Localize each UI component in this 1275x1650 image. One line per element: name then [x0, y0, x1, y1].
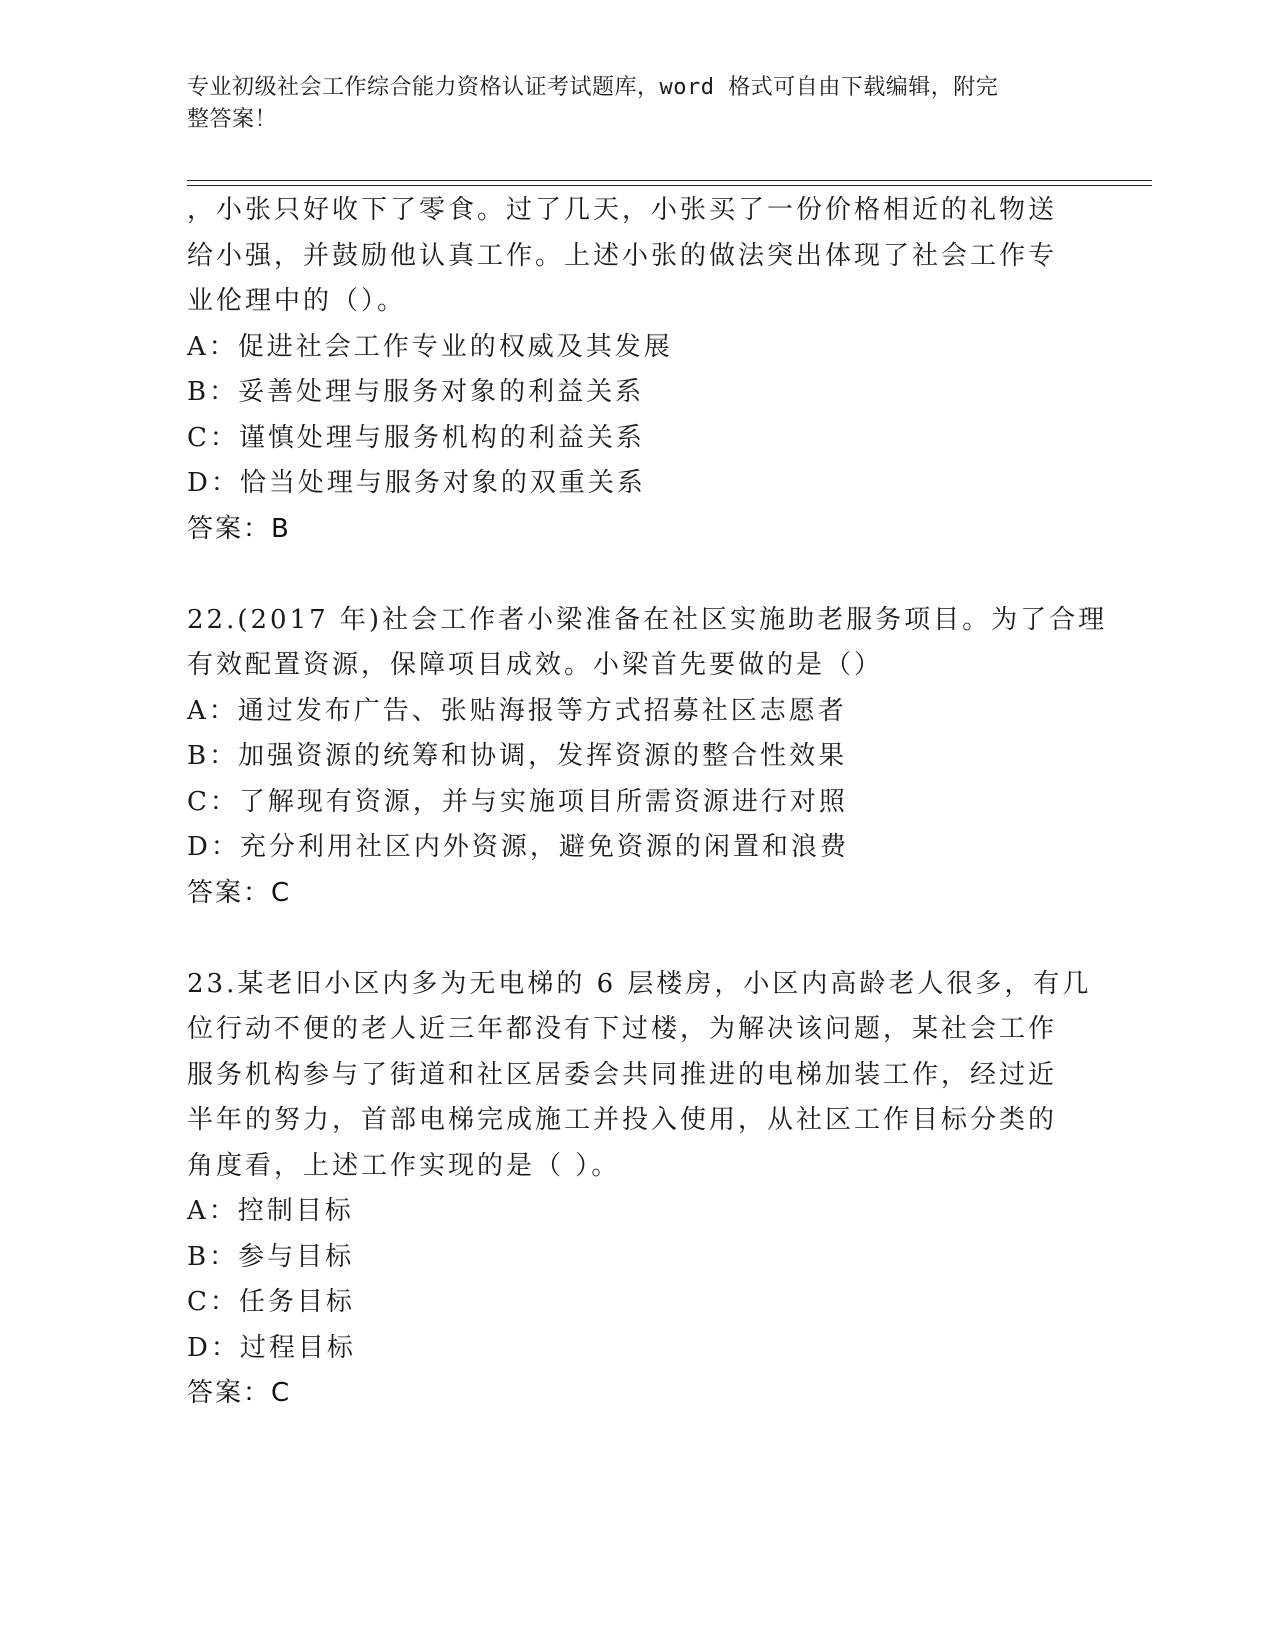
question-text-line: 给小强，并鼓励他认真工作。上述小张的做法突出体现了社会工作专: [187, 240, 1058, 271]
question-text-line: 有效配置资源，保障项目成效。小梁首先要做的是（）: [187, 650, 884, 680]
page-header: [187, 72, 1067, 136]
option-d: D：恰当处理与服务对象的双重关系: [187, 468, 646, 498]
header-line-1: 专业初级社会工作综合能力资格认证考试题库，word 格式可自由下载编辑，附完: [187, 75, 999, 100]
question-text-line: 22.(2017 年)社会工作者小梁准备在社区实施助老服务项目。为了合理: [187, 604, 1108, 635]
question-text-line: 23.某老旧小区内多为无电梯的 6 层楼房，小区内高龄老人很多，有几: [187, 968, 1092, 999]
question-text-line: 半年的努力，首部电梯完成施工并投入使用，从社区工作目标分类的: [187, 1105, 1058, 1135]
answer-line: 答案：C: [187, 1378, 292, 1408]
document-body: [187, 188, 1108, 1417]
spacer: [187, 552, 1087, 598]
option-b: B：参与目标: [187, 1241, 355, 1272]
option-a: A：促进社会工作专业的权威及其发展: [187, 331, 673, 362]
option-a: A：控制目标: [187, 1196, 354, 1226]
option-c: C：了解现有资源，并与实施项目所需资源进行对照: [187, 786, 848, 817]
option-c: C：谨慎处理与服务机构的利益关系: [187, 422, 645, 453]
question-text-line: 角度看，上述工作实现的是（ ）。: [187, 1150, 621, 1181]
option-b: B：妥善处理与服务对象的利益关系: [187, 377, 645, 407]
option-b: B：加强资源的统筹和协调，发挥资源的整合性效果: [187, 741, 848, 771]
question-text-line: 位行动不便的老人近三年都没有下过楼，为解决该问题，某社会工作: [187, 1014, 1058, 1044]
question-22: [187, 598, 1108, 917]
header-rule-bottom: [187, 185, 1152, 186]
answer-line: 答案：C: [187, 877, 292, 908]
answer-line: 答案：B: [187, 513, 291, 544]
question-23: [187, 962, 1092, 1417]
option-c: C：任务目标: [187, 1287, 355, 1317]
header-rule-top: [187, 180, 1152, 181]
question-text-line: 服务机构参与了街道和社区居委会共同推进的电梯加装工作，经过近: [187, 1059, 1058, 1090]
header-line-2: 整答案！: [187, 107, 278, 132]
spacer: [187, 916, 1087, 962]
question-21: [187, 188, 1087, 552]
option-d: D：充分利用社区内外资源，避免资源的闲置和浪费: [187, 832, 849, 862]
option-a: A：通过发布广告、张贴海报等方式招募社区志愿者: [187, 695, 847, 726]
question-text-line: ，小张只好收下了零食。过了几天，小张买了一份价格相近的礼物送: [187, 195, 1058, 225]
question-text-line: 业伦理中的（）。: [187, 286, 407, 316]
option-d: D：过程目标: [187, 1332, 356, 1363]
